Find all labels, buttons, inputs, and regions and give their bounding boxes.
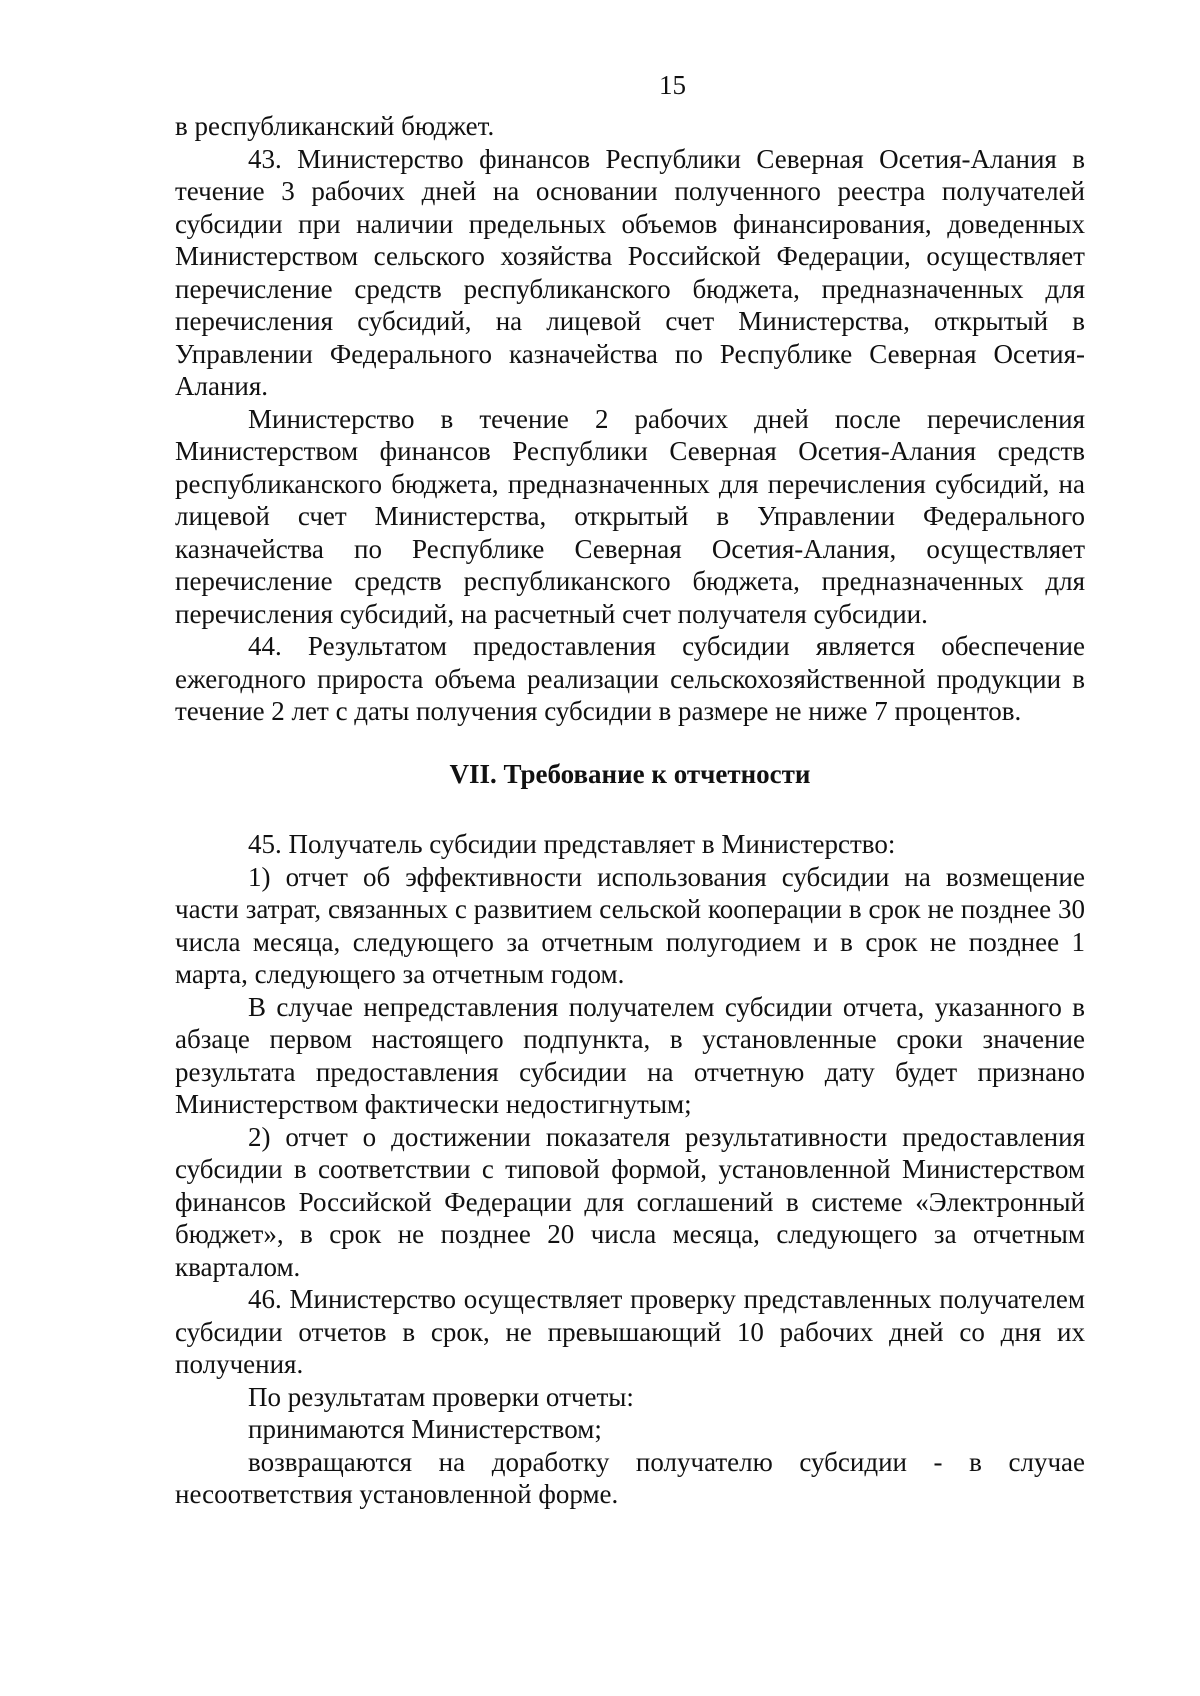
paragraph-45: 45. Получатель субсидии представляет в Министерство: (248, 829, 896, 859)
paragraph-46-returned: возвращаются на доработку получателю субсидии - в случае несоответствия установленной форме. (175, 1446, 1085, 1509)
paragraph-44: 44. Результатом предоставления субсидии является обеспечение ежегодного прироста объема реализации сельскохозяйственной продукции в течение 2 лет с даты получения субсидии в размере не ниже 7 процентов. (175, 631, 1085, 726)
paragraph-45-item-1-note: В случае непредставления получателем субсидии отчета, указанного в абзаце первом настоящего подпункта, в установленные сроки значение результата предоставления субсидии на отчетную дату будет признано Министерством фактически недостигнутым; (175, 991, 1085, 1119)
section-heading: VII. Требование к отчетности (449, 758, 811, 789)
paragraph-46-accepted: принимаются Министерством; (248, 1414, 602, 1444)
paragraph-46: 46. Министерство осуществляет проверку представленных получателем субсидии отчетов в срок, не превышающий 10 рабочих дней со дня их получения. (175, 1284, 1085, 1379)
page-number: 15 (659, 70, 686, 100)
paragraph-46-results: По результатам проверки отчеты: (248, 1381, 634, 1412)
paragraph-continuation: в республиканский бюджет. (175, 111, 495, 141)
paragraph-45-item-1: 1) отчет об эффективности использования субсидии на возмещение части затрат, связанных с развитием сельской кооперации в срок не позднее 30 числа месяца, следующего за отчетным полугодием и в срок не позднее 1 марта, следующего за отчетным годом. (175, 861, 1085, 989)
paragraph-45-item-2: 2) отчет о достижении показателя результативности предоставления субсидии в соответствии с типовой формой, установленной Министерством финансов Российской Федерации для соглашений в системе «Электронный бюджет», в срок не позднее 20 числа месяца, следующего за отчетным кварталом. (175, 1121, 1085, 1282)
paragraph-43-transfer: Министерство в течение 2 рабочих дней после перечисления Министерством финансов Республики Северная Осетия-Алания средств республиканского бюджета, предназначенных для перечисления субсидий, на лицевой счет Министерства, открытый в Управлении Федерального казначейства по Республике Северная Осетия-Алания, осуществляет перечисление средств республиканского бюджета, предназначенных для перечисления субсидий, на расчетный счет получателя субсидии. (175, 403, 1085, 629)
document-body (175, 110, 1085, 1511)
paragraph-43: 43. Министерство финансов Республики Северная Осетия-Алания в течение 3 рабочих дней на основании полученного реестра получателей субсидии при наличии предельных объемов финансирования, доведенных Министерством сельского хозяйства Российской Федерации, осуществляет перечисление средств республиканского бюджета, предназначенных для перечисления субсидий, на лицевой счет Министерства, открытый в Управлении Федерального казначейства по Республике Северная Осетия-Алания. (175, 143, 1085, 401)
